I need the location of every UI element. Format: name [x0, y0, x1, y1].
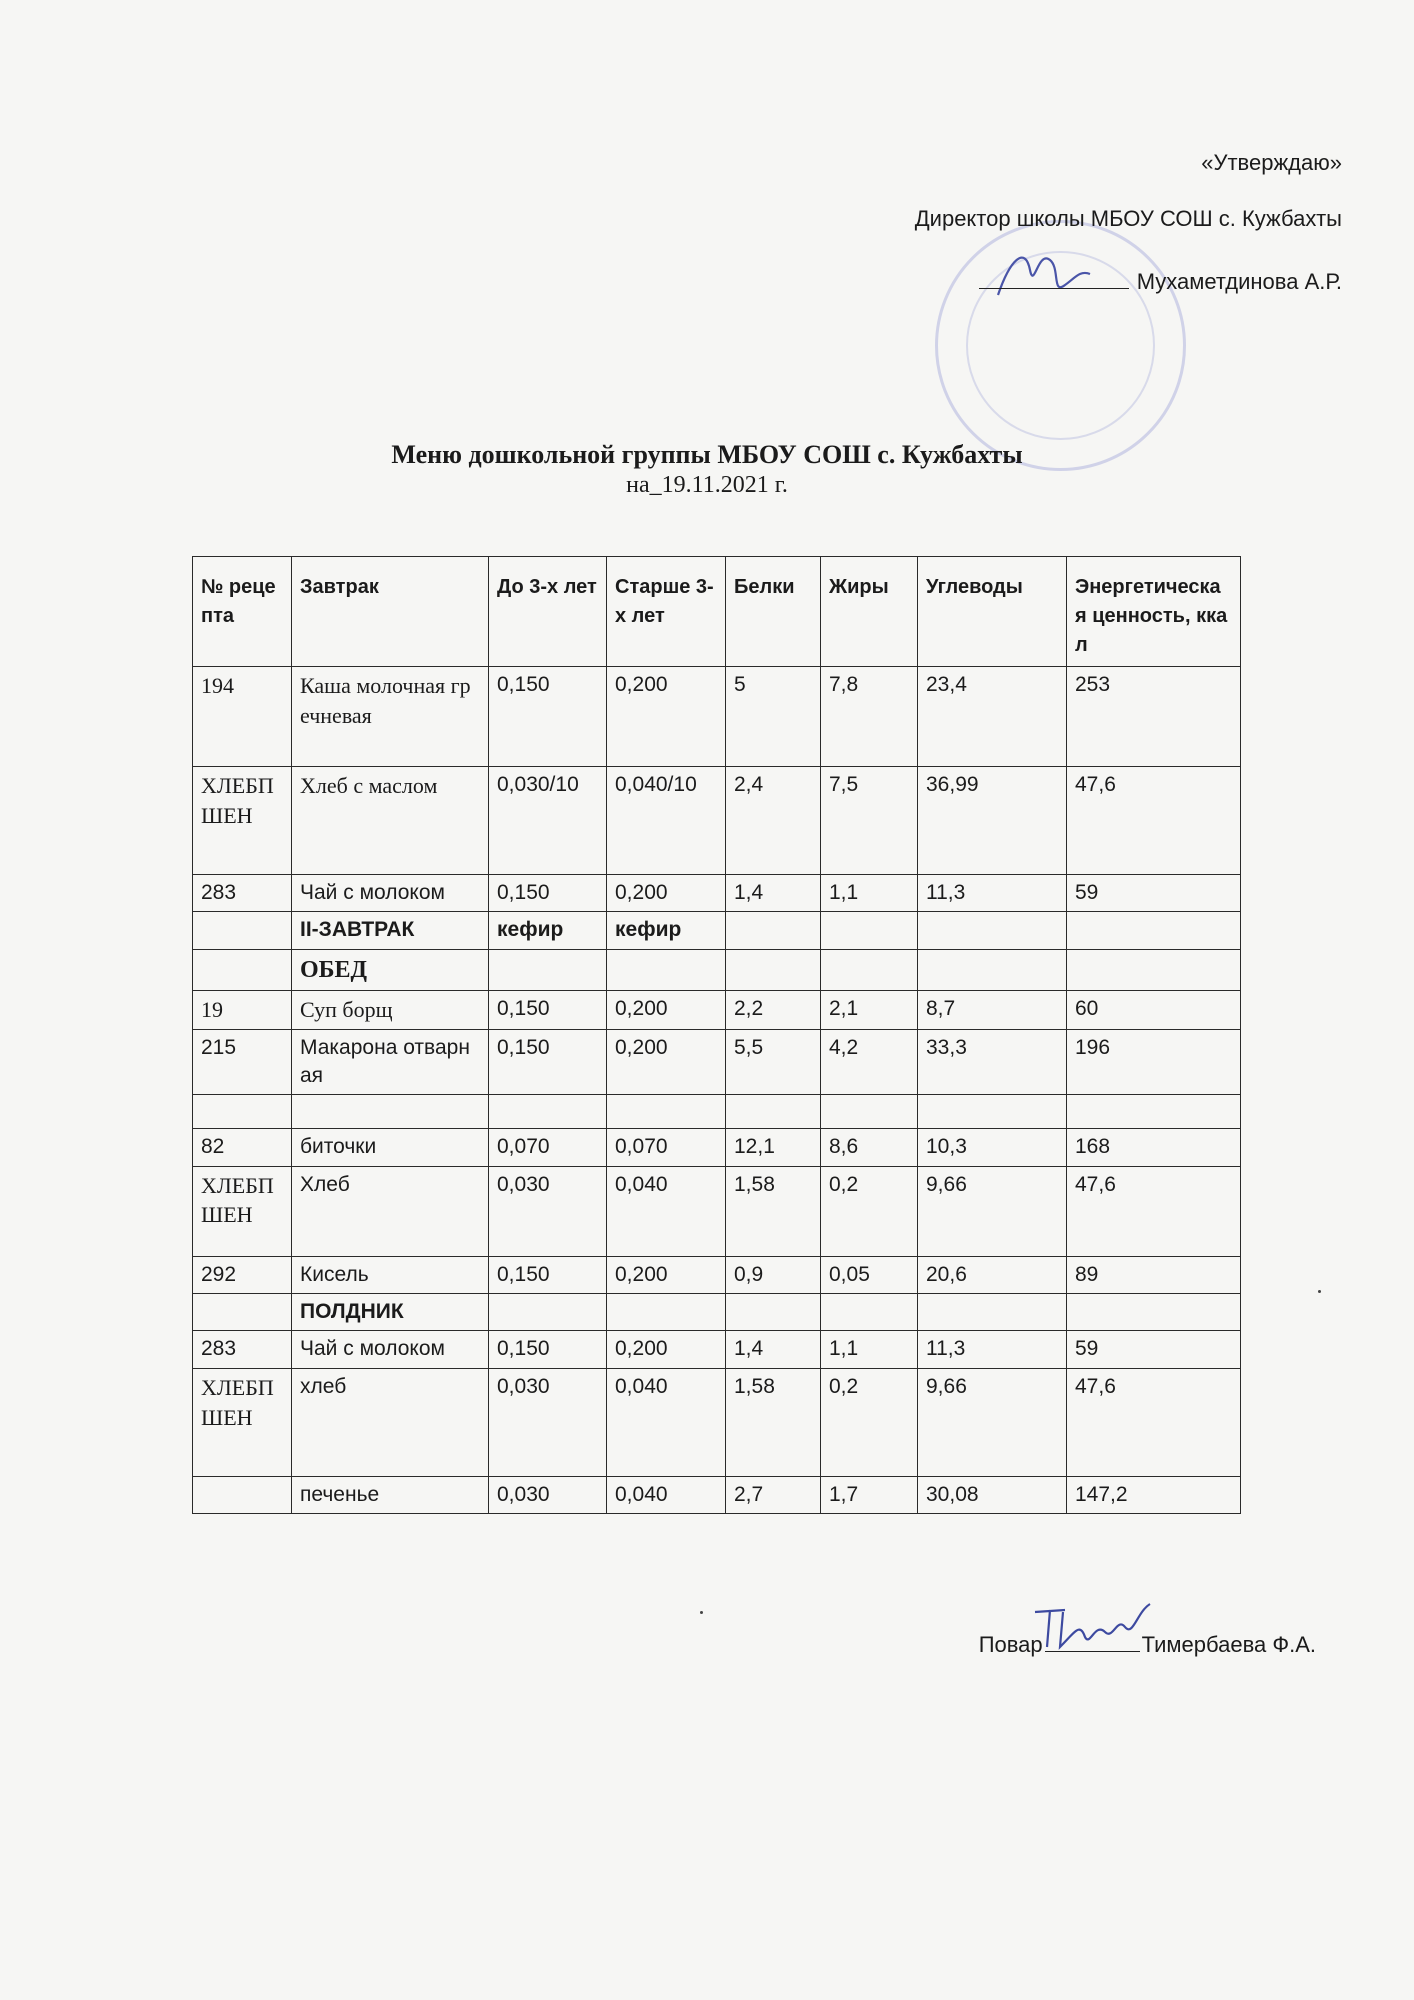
approval-heading: «Утверждаю» [1201, 150, 1342, 175]
cell-over3: 0,200 [607, 1331, 726, 1368]
menu-table [192, 556, 1241, 1514]
header-protein: Белки [726, 557, 821, 667]
cell-recipe: ХЛЕБПШЕН [193, 1166, 292, 1256]
cell-kcal: 89 [1067, 1256, 1241, 1293]
cell-kcal: 60 [1067, 991, 1241, 1030]
table-header-row [193, 557, 1241, 667]
table-row [193, 1095, 1241, 1129]
cell-fat: 0,2 [821, 1368, 918, 1476]
cell-carbs [918, 949, 1067, 990]
cell-recipe: 19 [193, 991, 292, 1030]
cell-dish: Хлеб [292, 1166, 489, 1256]
cell-dish: Суп борщ [292, 991, 489, 1030]
cell-protein [726, 912, 821, 949]
cell-fat: 7,8 [821, 667, 918, 767]
cell-fat: 1,1 [821, 1331, 918, 1368]
cell-over3: 0,040/10 [607, 767, 726, 875]
cell-over3 [607, 1294, 726, 1331]
director-position: Директор школы МБОУ СОШ с. Кужбахты [914, 206, 1342, 232]
cell-kcal: 59 [1067, 875, 1241, 912]
cell-carbs [918, 1294, 1067, 1331]
cell-carbs: 30,08 [918, 1476, 1067, 1513]
cell-under3 [489, 1294, 607, 1331]
table-row [193, 991, 1241, 1030]
cell-fat: 1,7 [821, 1476, 918, 1513]
cell-carbs: 10,3 [918, 1129, 1067, 1166]
section-lunch: ОБЕД [292, 949, 489, 990]
cell-protein [726, 1095, 821, 1129]
cell-kcal [1067, 1294, 1241, 1331]
approval-block [742, 150, 1342, 295]
cell-over3 [607, 949, 726, 990]
cell-carbs: 20,6 [918, 1256, 1067, 1293]
cell-carbs: 9,66 [918, 1368, 1067, 1476]
header-breakfast: Завтрак [292, 557, 489, 667]
cell-kcal [1067, 912, 1241, 949]
cell-kcal: 47,6 [1067, 1368, 1241, 1476]
cell-carbs [918, 1095, 1067, 1129]
header-kcal: Энергетическая ценность, ккал [1067, 557, 1241, 667]
cell-kcal: 196 [1067, 1029, 1241, 1095]
cell-fat: 0,05 [821, 1256, 918, 1293]
cell-under3: 0,150 [489, 667, 607, 767]
cell-fat [821, 1294, 918, 1331]
cell-fat: 2,1 [821, 991, 918, 1030]
cell-under3: 0,150 [489, 991, 607, 1030]
title-block [0, 440, 1414, 499]
cell-protein: 2,2 [726, 991, 821, 1030]
cell-dish: Кисель [292, 1256, 489, 1293]
cell-protein: 12,1 [726, 1129, 821, 1166]
cell-over3: 0,040 [607, 1368, 726, 1476]
cell-under3: 0,030 [489, 1166, 607, 1256]
cell-under3: 0,070 [489, 1129, 607, 1166]
table-row [193, 949, 1241, 990]
cell-over3: 0,200 [607, 1256, 726, 1293]
cell-protein: 1,4 [726, 1331, 821, 1368]
cell-recipe [193, 1476, 292, 1513]
cell-protein: 0,9 [726, 1256, 821, 1293]
cell-protein: 5,5 [726, 1029, 821, 1095]
cell-carbs [918, 912, 1067, 949]
cell-recipe [193, 949, 292, 990]
cell-over3: 0,200 [607, 1029, 726, 1095]
table-row [193, 875, 1241, 912]
cell-recipe: ХЛЕБПШЕН [193, 1368, 292, 1476]
cell-fat [821, 912, 918, 949]
cell-dish [292, 1095, 489, 1129]
director-name: Мухаметдинова А.Р. [1136, 268, 1342, 294]
cell-under3: 0,150 [489, 1029, 607, 1095]
cell-recipe: 283 [193, 875, 292, 912]
cell-protein: 1,4 [726, 875, 821, 912]
cell-protein: 1,58 [726, 1368, 821, 1476]
cell-kcal [1067, 949, 1241, 990]
cell-recipe: 283 [193, 1331, 292, 1368]
cell-kcal: 168 [1067, 1129, 1241, 1166]
cell-kcal: 47,6 [1067, 1166, 1241, 1256]
page-title: Меню дошкольной группы МБОУ СОШ с. Кужбахты [391, 440, 1023, 469]
cell-kcal: 147,2 [1067, 1476, 1241, 1513]
cook-name: Тимербаева Ф.А. [1141, 1632, 1316, 1657]
cell-protein: 1,58 [726, 1166, 821, 1256]
cell-under3: 0,150 [489, 1331, 607, 1368]
cell-fat [821, 1095, 918, 1129]
scan-speck [700, 1611, 703, 1614]
cell-recipe: 292 [193, 1256, 292, 1293]
signature-underline [979, 272, 1129, 289]
cell-under3: кефир [489, 912, 607, 949]
cell-kcal: 59 [1067, 1331, 1241, 1368]
cell-under3 [489, 1095, 607, 1129]
menu-date: на_19.11.2021 г. [626, 472, 788, 498]
cell-kcal: 47,6 [1067, 767, 1241, 875]
table-row [193, 1368, 1241, 1476]
table-row [193, 912, 1241, 949]
cell-fat: 0,2 [821, 1166, 918, 1256]
cell-under3: 0,150 [489, 1256, 607, 1293]
cell-under3: 0,030 [489, 1476, 607, 1513]
table-row [193, 1331, 1241, 1368]
cell-dish: Чай с молоком [292, 875, 489, 912]
header-under3: До 3-х лет [489, 557, 607, 667]
cell-over3: 0,040 [607, 1166, 726, 1256]
cell-carbs: 36,99 [918, 767, 1067, 875]
cell-protein [726, 949, 821, 990]
director-sign-line [742, 269, 1342, 295]
cell-dish: хлеб [292, 1368, 489, 1476]
section-second-breakfast: II-ЗАВТРАК [292, 912, 489, 949]
cell-carbs: 33,3 [918, 1029, 1067, 1095]
table-row [193, 1476, 1241, 1513]
cell-over3: 0,200 [607, 875, 726, 912]
cell-over3: 0,070 [607, 1129, 726, 1166]
cell-fat: 1,1 [821, 875, 918, 912]
cell-under3: 0,030/10 [489, 767, 607, 875]
cell-recipe: ХЛЕБПШЕН [193, 767, 292, 875]
cell-protein: 2,4 [726, 767, 821, 875]
cell-carbs: 23,4 [918, 667, 1067, 767]
scan-speck [1318, 1290, 1321, 1293]
cell-over3: 0,200 [607, 991, 726, 1030]
header-fat: Жиры [821, 557, 918, 667]
table-row [193, 767, 1241, 875]
cell-dish: биточки [292, 1129, 489, 1166]
table-row [193, 1256, 1241, 1293]
cell-over3: 0,200 [607, 667, 726, 767]
cell-recipe [193, 1095, 292, 1129]
cell-protein: 5 [726, 667, 821, 767]
cell-over3: 0,040 [607, 1476, 726, 1513]
cook-signature-underline [1045, 1635, 1140, 1652]
cell-recipe: 82 [193, 1129, 292, 1166]
cell-carbs: 9,66 [918, 1166, 1067, 1256]
cell-over3: кефир [607, 912, 726, 949]
cell-recipe: 215 [193, 1029, 292, 1095]
cell-dish: Хлеб с маслом [292, 767, 489, 875]
section-afternoon-snack: ПОЛДНИК [292, 1294, 489, 1331]
cell-fat: 4,2 [821, 1029, 918, 1095]
cell-dish: Макарона отварная [292, 1029, 489, 1095]
cell-recipe [193, 912, 292, 949]
cell-over3 [607, 1095, 726, 1129]
cell-protein: 2,7 [726, 1476, 821, 1513]
cell-fat: 7,5 [821, 767, 918, 875]
cell-kcal: 253 [1067, 667, 1241, 767]
cell-recipe [193, 1294, 292, 1331]
cell-under3: 0,030 [489, 1368, 607, 1476]
cell-dish: печенье [292, 1476, 489, 1513]
cell-recipe: 194 [193, 667, 292, 767]
cell-carbs: 11,3 [918, 875, 1067, 912]
cell-protein [726, 1294, 821, 1331]
cell-fat: 8,6 [821, 1129, 918, 1166]
cell-carbs: 8,7 [918, 991, 1067, 1030]
table-row [193, 1129, 1241, 1166]
table-row [193, 1166, 1241, 1256]
cell-under3 [489, 949, 607, 990]
header-over3: Старше 3-х лет [607, 557, 726, 667]
header-recipe: № рецепта [193, 557, 292, 667]
cell-under3: 0,150 [489, 875, 607, 912]
table-row [193, 667, 1241, 767]
table-row [193, 1294, 1241, 1331]
cell-fat [821, 949, 918, 990]
cook-signoff [979, 1632, 1316, 1658]
cell-carbs: 11,3 [918, 1331, 1067, 1368]
cell-dish: Каша молочная гречневая [292, 667, 489, 767]
table-row [193, 1029, 1241, 1095]
header-carbs: Углеводы [918, 557, 1067, 667]
cell-dish: Чай с молоком [292, 1331, 489, 1368]
cell-kcal [1067, 1095, 1241, 1129]
cook-label: Повар [978, 1632, 1043, 1657]
